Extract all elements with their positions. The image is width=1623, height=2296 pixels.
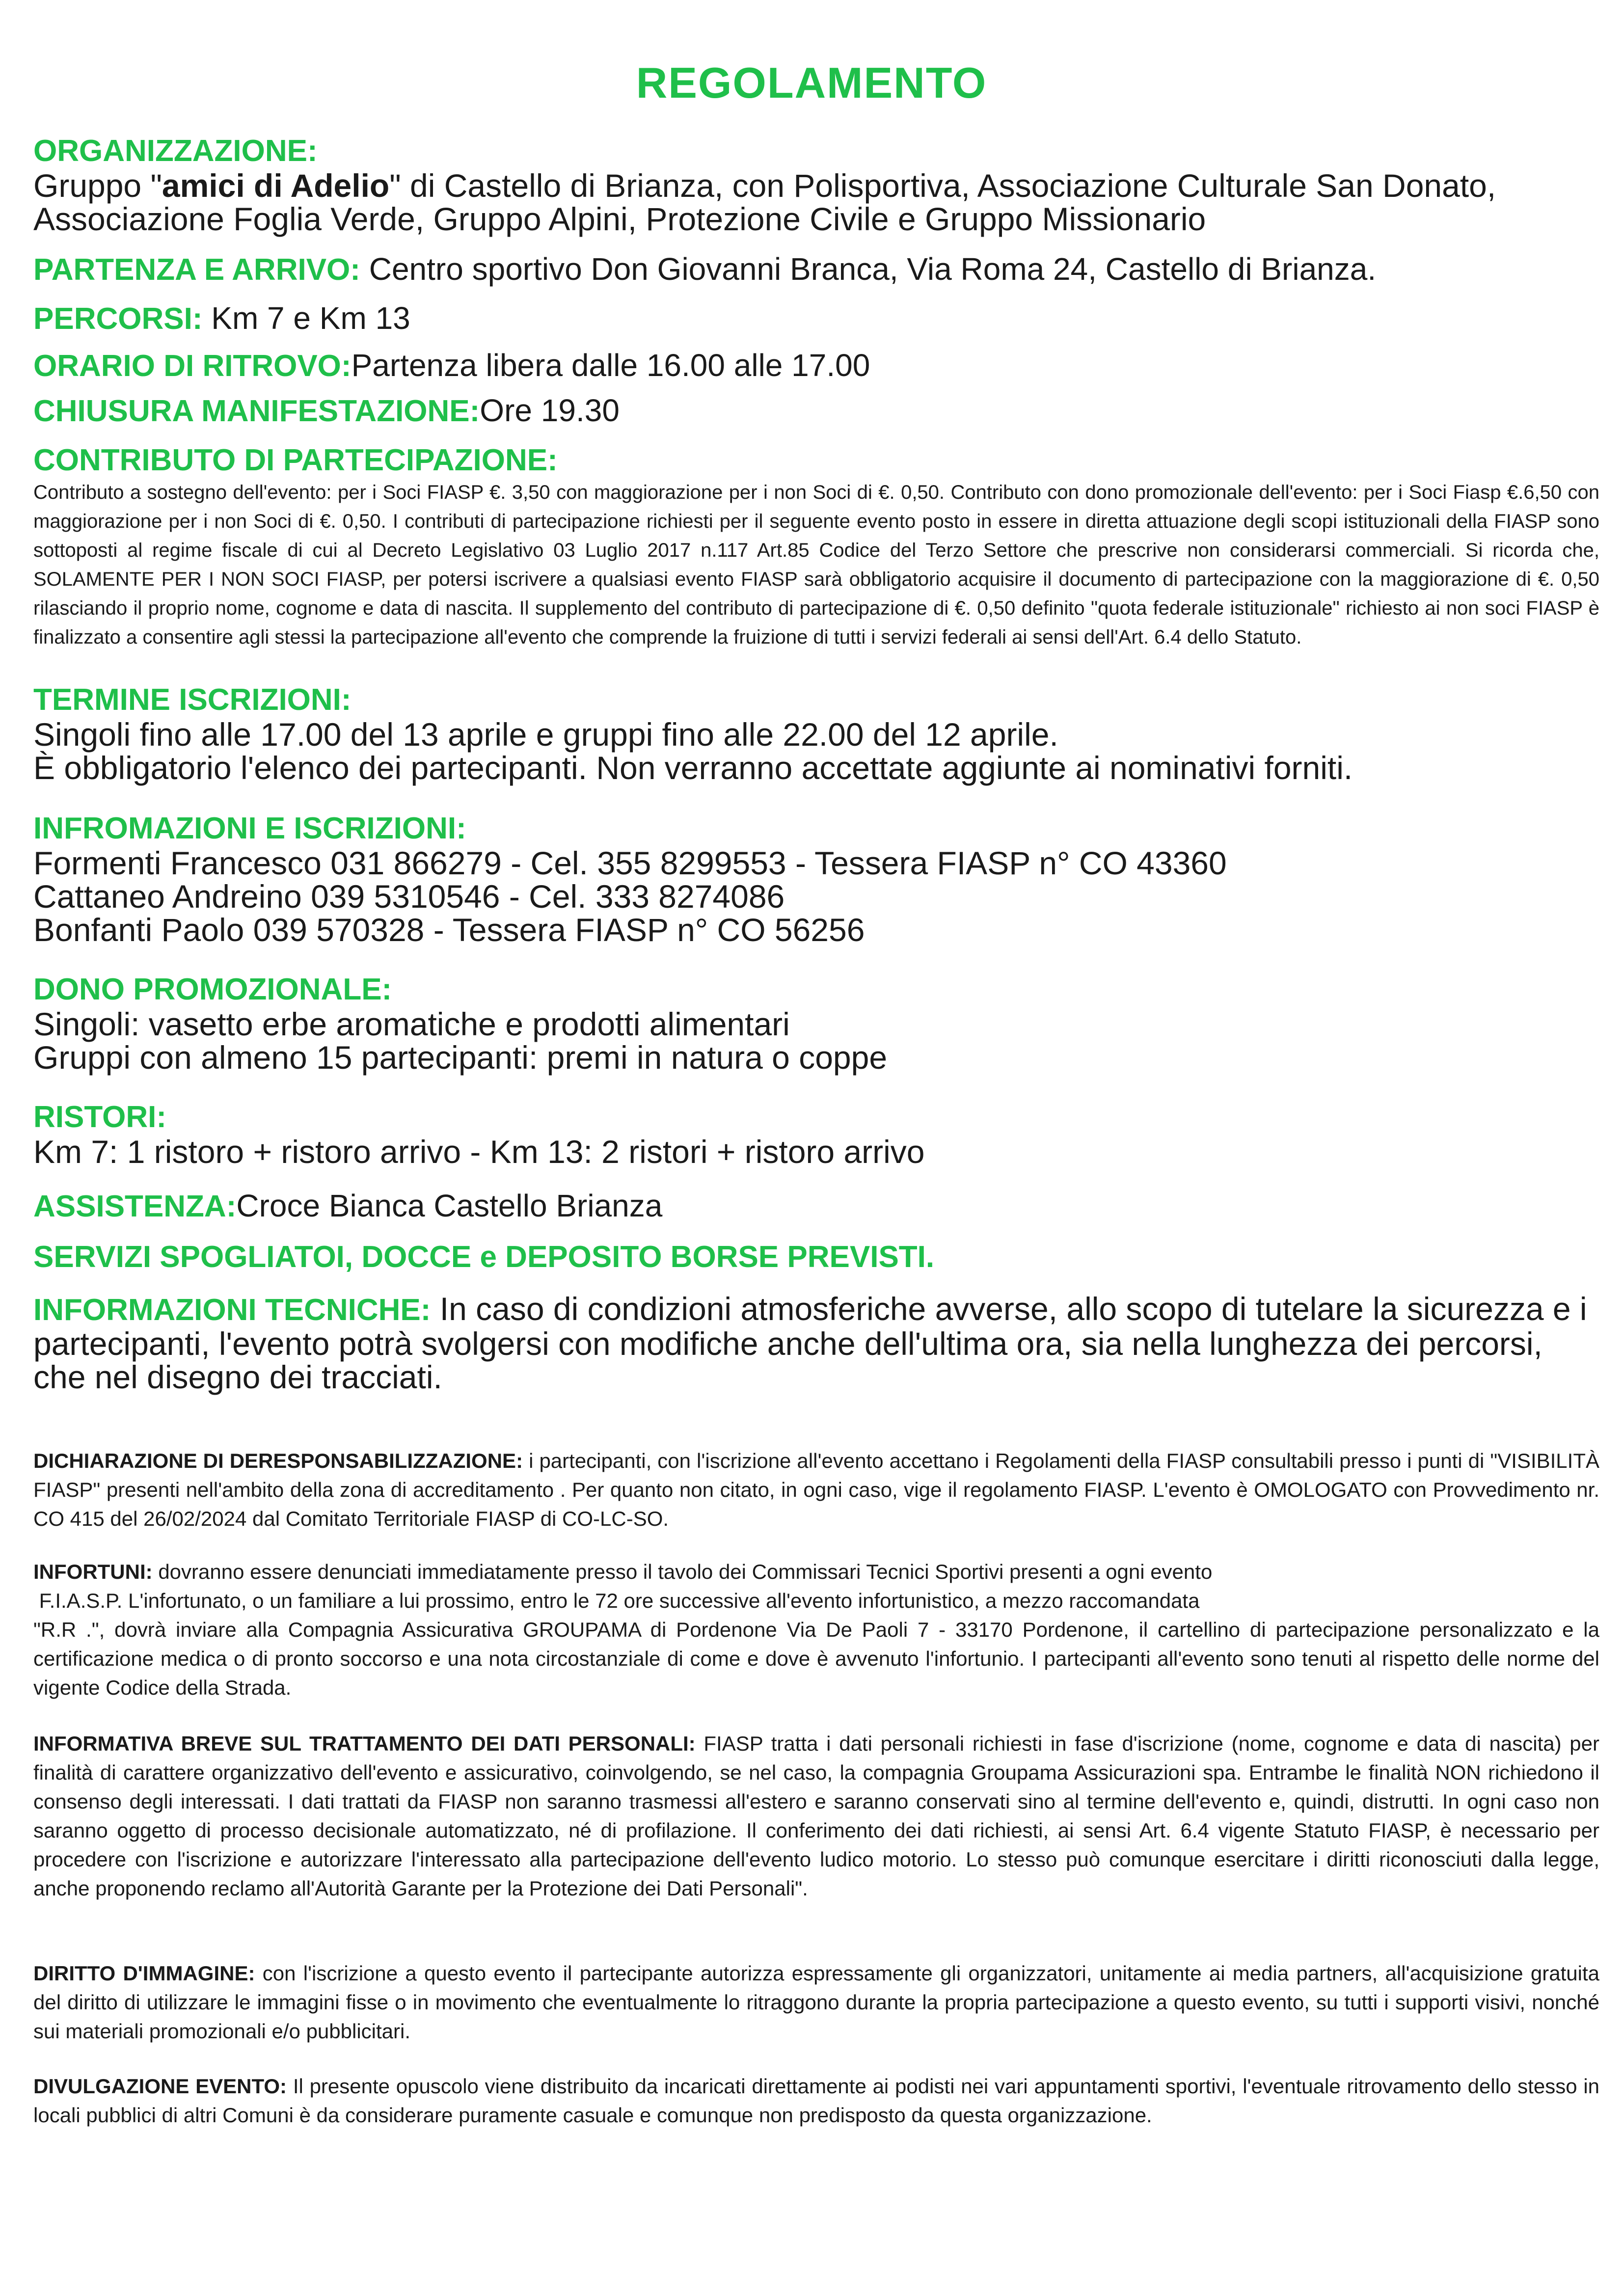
section-servizi: [33, 1240, 1599, 1275]
organizzazione-label: ORGANIZZAZIONE:: [33, 134, 318, 168]
immagine-text: con l'iscrizione a questo evento il partecipante autorizza espressamente gli organizzatori, unitamente ai media partners, all'acquisizione gratuita del diritto di utilizzare le immagini fisse o in movimento che eventualmente lo ritraggono durante la propria partecipazione a questo evento, su tutti i supporti visivi, nonché sui materiali promozionali e/o pubblicitari.: [33, 1962, 1599, 2043]
chiusura-value: Ore 19.30: [480, 393, 620, 428]
section-termine: [33, 682, 1599, 784]
divulgazione-text: Il presente opuscolo viene distribuito da incaricati direttamente ai podisti nei vari appuntamenti sportivi, l'eventuale ritrovamento dello stesso in locali pubblici di altri Comuni è da considerare puramente casuale e comunque non predisposto da questa organizzazione.: [33, 2075, 1600, 2127]
divulgazione-label: DIVULGAZIONE EVENTO:: [33, 2075, 287, 2098]
infortuni-label: INFORTUNI:: [33, 1560, 153, 1583]
partenza-label: PARTENZA E ARRIVO:: [33, 253, 360, 287]
immagine-label: DIRITTO D'IMMAGINE:: [33, 1962, 255, 1985]
section-percorsi: [33, 300, 1599, 337]
contributo-text: Contributo a sostegno dell'evento: per i Soci FIASP €. 3,50 con maggiorazione per i non Soci di €. 0,50. Contributo con dono promozionale dell'evento: per i Soci Fiasp €.6,50 con maggiorazione per i non Soci di €. 0,50. I contributi di partecipazione richiesti per il seguente evento posto in essere in diretta attuazione degli scopi istituzionali della FIASP sono sottoposti al regime fiscale di cui al Decreto Legislativo 03 Luglio 2017 n.117 Art.85 Codice del Terzo Settore che prescrive non considerarsi commerciali. Si ricorda che, SOLAMENTE PER I NON SOCI FIASP, per potersi iscrivere a qualsiasi evento FIASP sarà obbligatorio acquisire il documento di partecipazione con la maggiorazione di €. 0,50 rilasciando il proprio nome, cognome e data di nascita. Il supplemento del contributo di partecipazione di €. 0,50 definito "quota federale istituzionale" richiesto ai non soci FIASP è finalizzato a consentire agli stessi la partecipazione all'evento che comprende la fruizione di tutti i servizi federali ai sensi dell'Art. 6.4 dello Statuto.: [33, 482, 1599, 648]
infortuni-line2: F.I.A.S.P. L'infortunato, o un familiare a lui prossimo, entro le 72 ore successive all'evento infortunistico, a mezzo raccomandata: [33, 1589, 1200, 1612]
ristori-value: Km 7: 1 ristoro + ristoro arrivo - Km 13: 2 ristori + ristoro arrivo: [33, 1134, 925, 1170]
servizi-label: SERVIZI SPOGLIATOI, DOCCE e DEPOSITO BORSE PREVISTI.: [33, 1240, 935, 1274]
section-ristori: [33, 1100, 1599, 1168]
organizzazione-pre: Gruppo ": [33, 167, 162, 204]
orario-label: ORARIO DI RITROVO:: [33, 349, 352, 383]
infortuni-line3: "R.R .", dovrà inviare alla Compagnia Assicurativa GROUPAMA di Pordenone Via De Paoli 7 - 33170 Pordenone, il cartellino di partecipazione personalizzato e la certificazione medica o di pronto soccorso e una nota circostanziale di come e dove è avvenuto l'infortunio. I partecipanti all'evento sono tenuti al rispetto delle norme del vigente Codice della Strada.: [33, 1618, 1599, 1699]
privacy-text: FIASP tratta i dati personali richiesti in fase d'iscrizione (nome, cognome e data di nascita) per finalità di carattere organizzativo dell'evento e assicurativo, coinvolgendo, se nel caso, la compagnia Groupama Assicurazioni spa. Entrambe le finalità NON richiedono il consenso degli interessati. I dati trattati da FIASP non saranno trasmessi all'estero e saranno conservati sino al termine dell'evento e, quindi, distrutti. In ogni caso non saranno oggetto di processo decisionale automatizzato, né di profilazione. Il conferimento dei dati richiesti, ai sensi Art. 6.4 vigente Statuto FIASP, è necessario per procedere con l'iscrizione e autorizzare l'interessato alla partecipazione dell'evento ludico motorio. Lo stesso può comunque esercitare i diritti riconosciuti dalla legge, anche proponendo reclamo all'Autorità Garante per la Protezione dei Dati Personali".: [33, 1732, 1600, 1900]
infortuni-line1-row: [33, 1557, 1599, 1586]
section-partenza: [33, 251, 1599, 288]
dono-line2: Gruppi con almeno 15 partecipanti: premi in natura o coppe: [33, 1039, 888, 1076]
percorsi-label: PERCORSI:: [33, 302, 203, 336]
section-assistenza: [33, 1188, 1599, 1224]
section-infortuni: [33, 1557, 1599, 1702]
contributo-label: CONTRIBUTO DI PARTECIPAZIONE:: [33, 443, 558, 477]
partenza-value: Centro sportivo Don Giovanni Branca, Via Roma 24, Castello di Brianza.: [369, 251, 1377, 287]
organizzazione-text: [33, 169, 1599, 236]
section-organizzazione: [33, 134, 1599, 236]
termine-line1: Singoli fino alle 17.00 del 13 aprile e gruppi fino alle 22.00 del 12 aprile.: [33, 716, 1058, 753]
section-immagine: [33, 1959, 1599, 2046]
section-chiusura: [33, 393, 1599, 429]
informazioni-label: INFROMAZIONI E ISCRIZIONI:: [33, 811, 466, 845]
section-tecniche: [33, 1292, 1599, 1394]
informazioni-line1: Formenti Francesco 031 866279 - Cel. 355 8299553 - Tessera FIASP n° CO 43360: [33, 845, 1227, 881]
termine-label: TERMINE ISCRIZIONI:: [33, 683, 352, 717]
dono-label: DONO PROMOZIONALE:: [33, 972, 392, 1006]
dono-line1: Singoli: vasetto erbe aromatiche e prodotti alimentari: [33, 1006, 790, 1042]
section-privacy: [33, 1729, 1599, 1903]
section-dono: [33, 972, 1599, 1074]
tecniche-value: In caso di condizioni atmosferiche avverse, allo scopo di tutelare la sicurezza e i partecipanti, l'evento potrà svolgersi con modifiche anche dell'ultima ora, sia nella lunghezza dei percorsi, che nel disegno dei tracciati.: [33, 1291, 1587, 1395]
informazioni-line2: Cattaneo Andreino 039 5310546 - Cel. 333 8274086: [33, 878, 785, 915]
infortuni-line1: dovranno essere denunciati immediatamente presso il tavolo dei Commissari Tecnici Sportivi presenti a ogni evento: [158, 1560, 1213, 1583]
section-orario: [33, 348, 1599, 384]
termine-line2: È obbligatorio l'elenco dei partecipanti. Non verranno accettate aggiunte ai nominativi forniti.: [33, 750, 1353, 786]
privacy-label: INFORMATIVA BREVE SUL TRATTAMENTO DEI DATI PERSONALI:: [33, 1732, 696, 1755]
dichiarazione-label: DICHIARAZIONE DI DERESPONSABILIZZAZIONE:: [33, 1449, 523, 1472]
tecniche-label: INFORMAZIONI TECNICHE:: [33, 1293, 431, 1327]
dichiarazione-text: i partecipanti, con l'iscrizione all'evento accettano i Regolamenti della FIASP consultabili presso i punti di "VISIBILITÀ FIASP" presenti nell'ambito della zona di accreditamento . Per quanto non citato, in ogni caso, vige il regolamento FIASP. L'evento è OMOLOGATO con Provvedimento nr. CO 415 del 26/02/2024 dal Comitato Territoriale FIASP di CO-LC-SO.: [33, 1449, 1599, 1530]
organizzazione-bold: amici di Adelio: [162, 167, 390, 204]
ristori-label: RISTORI:: [33, 1100, 166, 1134]
organizzazione-post: " di Castello di Brianza, con Polisportiva, Associazione Culturale San Donato, Associazione Foglia Verde, Gruppo Alpini, Protezione Civile e Gruppo Missionario: [33, 167, 1496, 237]
section-divulgazione: [33, 2072, 1599, 2130]
chiusura-label: CHIUSURA MANIFESTAZIONE:: [33, 394, 480, 428]
assistenza-value: Croce Bianca Castello Brianza: [236, 1188, 663, 1223]
section-contributo: [33, 443, 1599, 652]
section-informazioni: [33, 811, 1599, 946]
informazioni-line3: Bonfanti Paolo 039 570328 - Tessera FIASP n° CO 56256: [33, 912, 865, 948]
orario-value: Partenza libera dalle 16.00 alle 17.00: [351, 348, 870, 383]
assistenza-label: ASSISTENZA:: [33, 1189, 237, 1223]
page-title: REGOLAMENTO: [636, 58, 987, 107]
percorsi-value: Km 7 e Km 13: [211, 300, 410, 336]
section-dichiarazione: [33, 1446, 1599, 1533]
